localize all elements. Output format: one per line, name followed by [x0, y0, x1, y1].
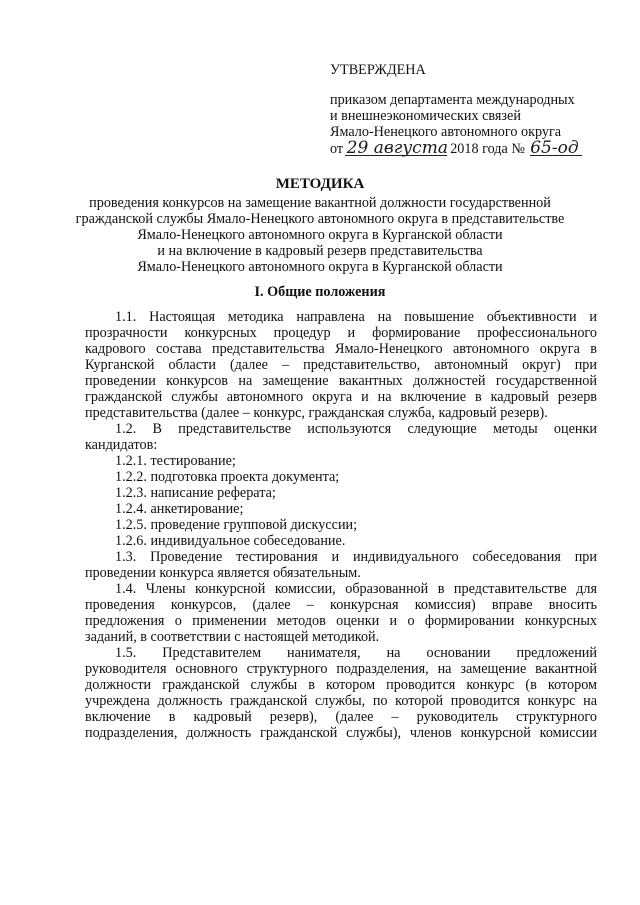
body-line: проведении конкурсов на замещение вакантных должностей государственной — [85, 373, 597, 389]
body-line: кандидатов: — [85, 437, 158, 453]
approved-stamp: УТВЕРЖДЕНА — [330, 62, 426, 78]
body-line: включение в кадровый резерв), (далее – руководитель структурного — [85, 709, 597, 725]
body-line: 1.2. В представительстве используются следующие методы оценки — [115, 421, 597, 437]
body-line: предложения о применении методов оценки и о формировании конкурсных — [85, 613, 597, 629]
approval-line-1: приказом департамента международных — [330, 92, 575, 108]
title-line-2: гражданской службы Ямало-Ненецкого автономного округа в представительстве — [75, 211, 565, 227]
body-line: представительства (далее – конкурс, гражданская служба, кадровый резерв). — [85, 405, 548, 421]
body-line: учреждена должность гражданской службы, по которой проводится конкурс на — [85, 693, 597, 709]
list-item: 1.2.3. написание реферата; — [115, 485, 276, 501]
list-item: 1.2.2. подготовка проекта документа; — [115, 469, 340, 485]
body-line: проведении конкурса является обязательным. — [85, 565, 361, 581]
document-title: МЕТОДИКА — [275, 176, 365, 192]
approval-year-label: 2018 года № — [450, 141, 525, 157]
handwritten-order-number: 65-од — [530, 138, 579, 158]
body-line: 1.1. Настоящая методика направлена на повышение объективности и — [115, 309, 597, 325]
body-line: заданий, в соответствии с настоящей методикой. — [85, 629, 380, 645]
approval-from-label: от — [330, 141, 344, 157]
approval-line-3: Ямало-Ненецкого автономного округа — [330, 124, 562, 140]
list-item: 1.2.6. индивидуальное собеседование. — [115, 533, 346, 549]
body-line: кадрового состава представительства Ямало-Ненецкого автономного округа в — [85, 341, 597, 357]
body-line: 1.4. Члены конкурсной комиссии, образованной в представительстве для — [115, 581, 597, 597]
title-line-1: проведения конкурсов на замещение вакантной должности государственной — [89, 195, 551, 211]
body-line: прозрачности конкурсных процедур и формирование профессионального — [85, 325, 597, 341]
date-underline — [345, 155, 447, 156]
list-item: 1.2.5. проведение групповой дискуссии; — [115, 517, 358, 533]
title-line-4: и на включение в кадровый резерв представительства — [157, 243, 483, 259]
body-line: проведения конкурсов, (далее – конкурсная комиссия) вправе вносить — [85, 597, 597, 613]
section-heading: I. Общие положения — [254, 284, 386, 300]
body-line: Курганской области (далее – представительство, автономный округ) при — [85, 357, 597, 373]
title-line-5: Ямало-Ненецкого автономного округа в Курганской области — [137, 259, 503, 275]
number-underline — [530, 155, 582, 156]
approval-line-2: и внешнеэкономических связей — [330, 108, 521, 124]
body-line: должности гражданской службы в котором проводится конкурс (в котором — [85, 677, 597, 693]
title-line-3: Ямало-Ненецкого автономного округа в Курганской области — [137, 227, 503, 243]
body-line: 1.5. Представителем нанимателя, на основании предложений — [115, 645, 597, 661]
list-item: 1.2.4. анкетирование; — [115, 501, 244, 517]
list-item: 1.2.1. тестирование; — [115, 453, 236, 469]
body-line: гражданской службы автономного округа и на включение в кадровый резерв — [85, 389, 597, 405]
handwritten-date: 29 августа — [346, 138, 448, 158]
body-line: руководителя основного структурного подразделения, на замещение вакантной — [85, 661, 597, 677]
body-line: подразделения, должность гражданской службы), членов конкурсной комиссии — [85, 725, 597, 741]
body-line: 1.3. Проведение тестирования и индивидуального собеседования при — [115, 549, 597, 565]
